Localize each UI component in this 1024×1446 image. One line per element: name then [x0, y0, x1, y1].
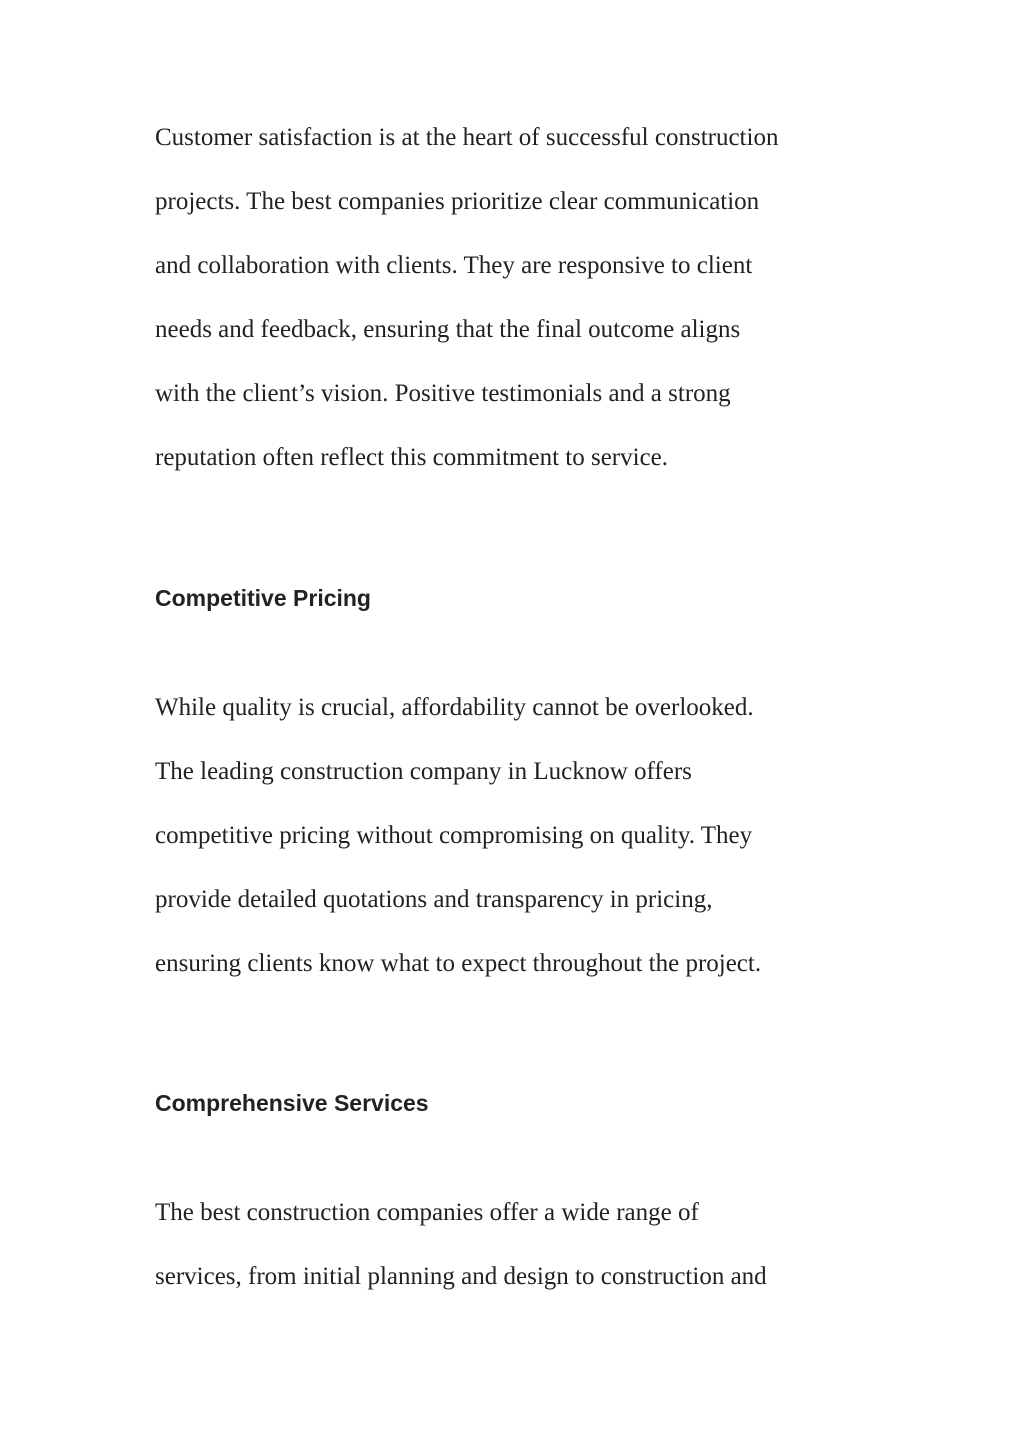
- paragraph-customer-satisfaction-line-2: projects. The best companies prioritize clear communication: [155, 188, 760, 215]
- heading-competitive-pricing: Competitive Pricing: [155, 585, 371, 611]
- paragraph-customer-satisfaction-line-5: with the client’s vision. Positive testimonials and a strong: [155, 380, 731, 407]
- paragraph-comprehensive-services-line-2: services, from initial planning and design to construction and: [155, 1263, 767, 1290]
- paragraph-competitive-pricing-line-1: While quality is crucial, affordability cannot be overlooked.: [155, 694, 754, 721]
- paragraph-comprehensive-services-line-1: The best construction companies offer a wide range of: [155, 1199, 699, 1226]
- paragraph-competitive-pricing-line-5: ensuring clients know what to expect throughout the project.: [155, 950, 762, 977]
- paragraph-customer-satisfaction-line-6: reputation often reflect this commitment to service.: [155, 444, 669, 471]
- heading-comprehensive-services: Comprehensive Services: [155, 1090, 429, 1116]
- paragraph-competitive-pricing-line-4: provide detailed quotations and transparency in pricing,: [155, 886, 713, 913]
- paragraph-competitive-pricing-line-2: The leading construction company in Lucknow offers: [155, 758, 692, 785]
- paragraph-competitive-pricing-line-3: competitive pricing without compromising on quality. They: [155, 822, 753, 849]
- paragraph-customer-satisfaction-line-3: and collaboration with clients. They are responsive to client: [155, 252, 753, 279]
- paragraph-customer-satisfaction-line-4: needs and feedback, ensuring that the final outcome aligns: [155, 316, 741, 343]
- paragraph-customer-satisfaction-line-1: Customer satisfaction is at the heart of successful construction: [155, 124, 779, 151]
